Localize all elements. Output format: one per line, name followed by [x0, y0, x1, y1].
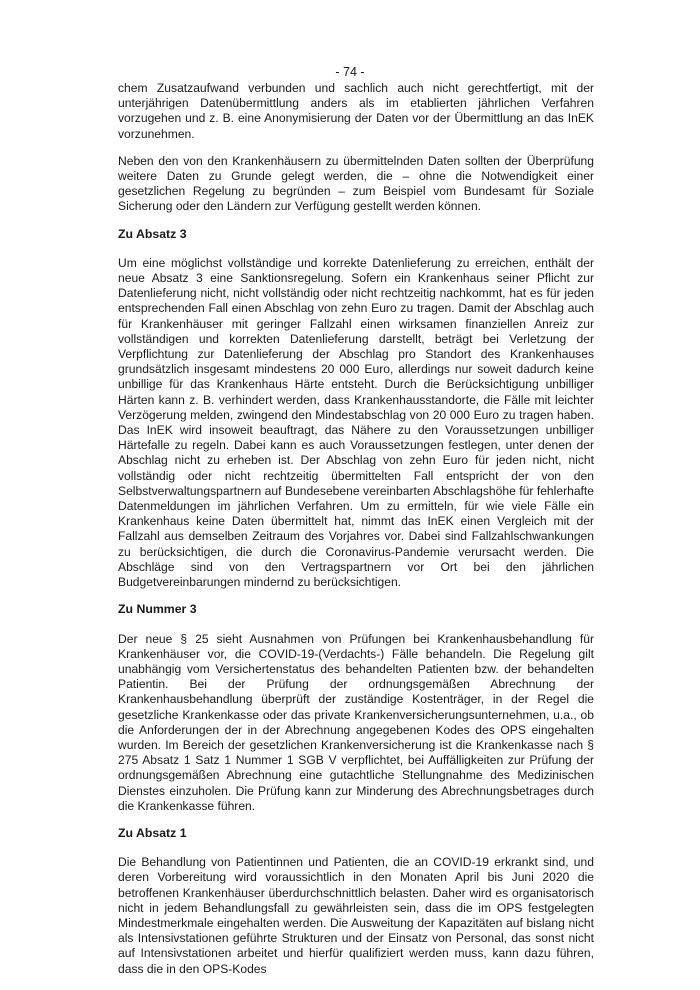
page-number: - 74 - — [335, 65, 365, 79]
page-content — [118, 81, 594, 989]
paragraph: Der neue § 25 sieht Ausnahmen von Prüfungen bei Krankenhausbehandlung für Krankenhäuser vor, die COVID-19-(Verdachts-) Fälle behandeln. Die Regelung gilt unabhängig vom Versichertenstatus des behandelten Patienten bzw. der behandelten Patientin. Bei der Prüfung der ordnungsgemäßen Abrechnung der Krankenhausbehandlung überprüft der zuständige Kostenträger, in der Regel die gesetzliche Krankenkasse oder das private Krankenversicherungsunternehmen, u.a., ob die Anforderungen der in der Abrechnung angegebenen Kodes des OPS eingehalten wurden. Im Bereich der gesetzlichen Krankenversicherung ist die Krankenkasse nach § 275 Absatz 1 Satz 1 Nummer 1 SGB V verpflichtet, bei Auffälligkeiten zur Prüfung der ordnungsgemäßen Abrechnung eine gutachtliche Stellungnahme des Medizinischen Dienstes einzuholen. Die Prüfung kann zur Minderung des Abrechnungsbetrages durch die Krankenkasse führen. — [118, 631, 594, 813]
paragraph: chem Zusatzaufwand verbunden und sachlich auch nicht gerechtfertigt, mit der unterjährigen Datenübermittlung anders als im etablierten jährlichen Verfahren vorzugehen und z. B. eine Anonymisierung der Daten vor der Übermittlung an das InEK vorzunehmen. — [118, 81, 594, 141]
paragraph: Um eine möglichst vollständige und korrekte Datenlieferung zu erreichen, enthält der neue Absatz 3 eine Sanktionsregelung. Sofern ein Krankenhaus seiner Pflicht zur Datenlieferung nicht, nicht vollständig oder nicht rechtzeitig nachkommt, hat es für jeden entsprechenden Fall einen Abschlag von zehn Euro zu tragen. Damit der Abschlag auch für Krankenhäuser mit geringer Fallzahl einen wirksamen finanziellen Anreiz zur vollständigen und korrekten Datenlieferung darstellt, beträgt bei Verletzung der Verpflichtung zur Datenlieferung der Abschlag pro Standort des Krankenhauses grundsätzlich insgesamt mindestens 20 000 Euro, allerdings nur soweit dadurch keine unbillige für das Krankenhaus Härte entsteht. Durch die Berücksichtigung unbilliger Härten kann z. B. verhindert werden, dass Krankenhausstandorte, die Fälle mit leichter Verzögerung melden, zwingend den Mindestabschlag von 20 000 Euro zu tragen haben. Das InEK wird insoweit beauftragt, das Nähere zu den Voraussetzungen unbilliger Härtefalle zu regeln. Dabei kann es auch Voraussetzungen festlegen, unter denen der Abschlag nicht zu erheben ist. Der Abschlag von zehn Euro für jeden nicht, nicht vollständig oder nicht rechtzeitig übermittelten Fall entspricht der von den Selbstverwaltungspartnern auf Bundesebene vereinbarten Abschlagshöhe für fehlerhafte Datenmeldungen im jährlichen Verfahren. Um zu ermitteln, für wie viele Fälle ein Krankenhaus keine Daten übermittelt hat, nimmt das InEK einen Vergleich mit der Fallzahl aus demselben Zeitraum des Vorjahres vor. Dabei sind Fallzahlschwankungen zu berücksichtigen, die durch die Coronavirus-Pandemie verursacht werden. Die Abschläge sind von den Vertragspartnern vor Ort bei den jährlichen Budgetvereinbarungen mindernd zu berücksichtigen. — [118, 255, 594, 590]
paragraph: Neben den von den Krankenhäusern zu übermittelnden Daten sollten der Überprüfung weitere Daten zu Grunde gelegt werden, die – ohne die Notwendigkeit einer gesetzlichen Regelung zu begründen – zum Beispiel vom Bundesamt für Soziale Sicherung oder den Ländern zur Verfügung gestellt werden können. — [118, 153, 594, 214]
paragraph: Die Behandlung von Patientinnen und Patienten, die an COVID-19 erkrankt sind, und deren Vorbereitung wird voraussichtlich in den Monaten April bis Juni 2020 die betroffenen Krankenhäuser überdurchschnittlich belasten. Daher wird es organisatorisch nicht in jedem Behandlungsfall zu gewährleisten sein, dass die im OPS festgelegten Mindestmerkmale eingehalten werden. Die Ausweitung der Kapazitäten auf bislang nicht als Intensivstationen geführte Strukturen und der Einsatz von Personal, das sonst nicht auf Intensivstationen arbeitet und hierfür qualifiziert werden muss, kann dazu führen, dass die in den OPS-Kodes — [118, 855, 594, 976]
section-heading: Zu Absatz 1 — [118, 825, 187, 840]
section-heading: Zu Absatz 3 — [118, 226, 187, 241]
section-heading: Zu Nummer 3 — [118, 602, 197, 617]
